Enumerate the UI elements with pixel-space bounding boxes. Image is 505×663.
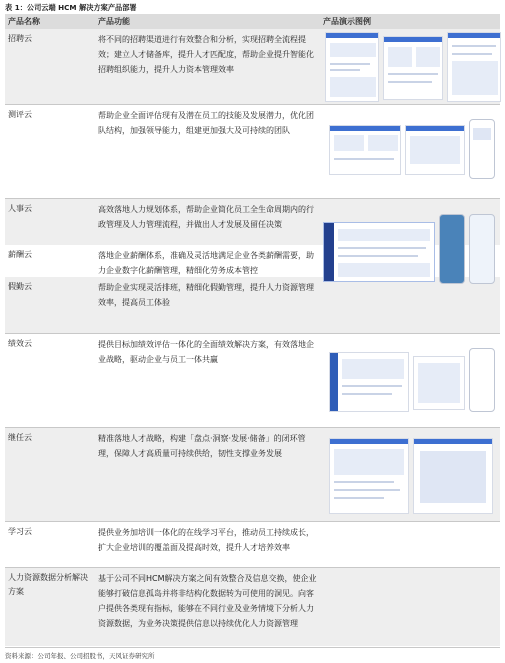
table-row: [5, 29, 500, 104]
product-function: 帮助企业实现灵活排班，精细化假勤管理，提升人力资源管理效率，提高员工体验: [98, 283, 314, 307]
product-function: 帮助企业全面评估现有及潜在员工的技能及发展潜力，优化团队结构，加强领导能力，组建更加强大及可持续的团队: [98, 111, 314, 135]
product-function: 高效落地人力规划体系，帮助企业简化员工全生命周期内的行政管理及人力管理流程，并做出人才发展及留任决策: [98, 205, 314, 229]
table-row: [5, 277, 500, 333]
product-function: 基于公司不同HCM解决方案之间有效整合及信息交换，使企业能够打破信息孤岛并将非结构化数据转为可使用的洞见。向客户提供各类现有指标，能够在不同行业及业务情境下分析人力资源数据，为业务决策提供信息以持续优化人力资源管理: [98, 574, 317, 628]
column-header-demo: 产品演示图例: [323, 17, 371, 26]
row-divider: [5, 647, 500, 648]
product-name: 学习云: [8, 527, 32, 536]
table-row: [5, 568, 500, 646]
table-row: [5, 522, 500, 567]
product-function: 将不同的招聘渠道进行有效整合和分析，实现招聘全流程提效；建立人才储备库，提升人才匹配度，帮助企业提升智能化招聘组织能力，提升人力资本管理效率: [98, 35, 314, 74]
table-row: [5, 428, 500, 521]
table-row: [5, 105, 500, 198]
product-name: 招聘云: [8, 34, 32, 43]
product-name: 继任云: [8, 433, 32, 442]
product-name: 假勤云: [8, 282, 32, 291]
product-name: 绩效云: [8, 339, 32, 348]
column-header-name: 产品名称: [8, 17, 40, 26]
table-header: [5, 14, 500, 29]
product-function: 提供目标加绩效评估一体化的全面绩效解决方案，有效落地企业战略，驱动企业与员工一体共赢: [98, 340, 314, 364]
product-name: 人事云: [8, 204, 32, 213]
table-title: 表 1：公司云端 HCM 解决方案产品部署: [5, 3, 137, 12]
product-function: 精准落地人才战略，构建「盘点·洞察·发展·储备」的闭环管理，保障人才高质量可持续供给，韧性支撑业务发展: [98, 434, 306, 458]
product-function: 落地企业薪酬体系，准确及灵活地满足企业各类薪酬需要，助力企业数字化薪酬管理，精细化劳务成本管控: [98, 251, 314, 275]
product-name: 测评云: [8, 110, 32, 119]
table-row: [5, 334, 500, 427]
product-function: 提供业务加培训一体化的在线学习平台，推动员工持续成长，扩大企业培训的覆盖面及提高时效，提升人才培养效率: [98, 528, 314, 552]
product-name: 人力资源数据分析解决方案: [8, 573, 88, 596]
column-header-function: 产品功能: [98, 17, 130, 26]
product-name: 薪酬云: [8, 250, 32, 259]
source-note: 资料来源：公司年报、公司招股书，天风证券研究所: [5, 652, 155, 660]
